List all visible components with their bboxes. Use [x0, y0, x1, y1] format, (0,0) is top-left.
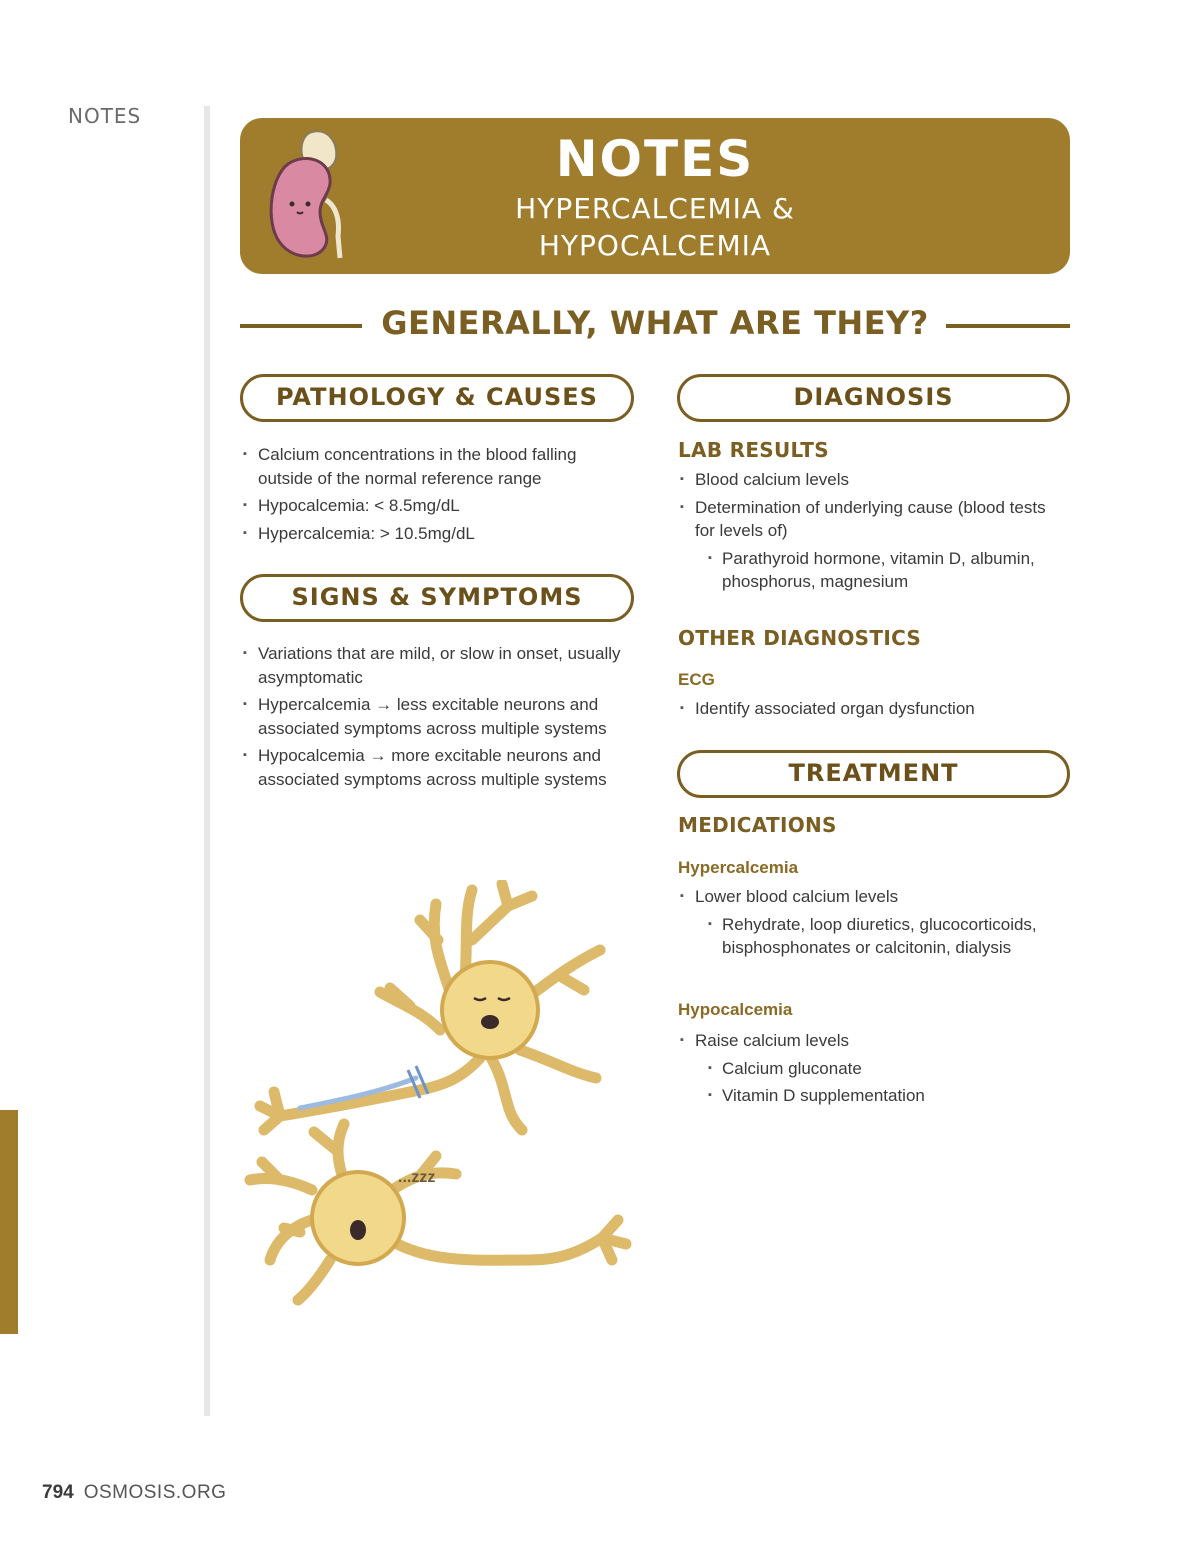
list-item: ▪ Blood calcium levels	[679, 468, 1064, 492]
banner-subtitle-line2: HYPOCALCEMIA	[538, 229, 772, 262]
list-item: ▪ Identify associated organ dysfunction	[679, 697, 1064, 721]
list-item: ▪ Determination of underlying cause (blood tests for levels of)	[679, 496, 1064, 543]
list-sub-item: ▪ Parathyroid hormone, vitamin D, albumin, phosphorus, magnesium	[679, 547, 1064, 594]
list-item: ▪ Raise calcium levels	[679, 1029, 1064, 1053]
banner-subtitle-line1: HYPERCALCEMIA &	[515, 192, 795, 225]
list-item: ▪ Hypercalcemia → less excitable neurons and associated symptoms across multiple systems	[242, 693, 626, 740]
hypocalcemia-treatment-list	[679, 1029, 1064, 1112]
margin-rule	[204, 106, 210, 1416]
page-number: 794	[42, 1482, 74, 1503]
section-heading-text: GENERALLY, WHAT ARE THEY?	[381, 304, 929, 342]
sleep-text: ...zzz	[398, 1169, 436, 1186]
diagnosis-heading: DIAGNOSIS	[793, 383, 954, 411]
pathology-heading-pill	[240, 374, 634, 422]
other-diagnostics-list	[679, 697, 1064, 725]
list-sub-item: ▪ Calcium gluconate	[679, 1057, 1064, 1081]
signs-heading: SIGNS & SYMPTOMS	[291, 583, 583, 611]
list-item: ▪ Hypocalcemia → more excitable neurons and associated symptoms across multiple systems	[242, 744, 626, 791]
pathology-list	[242, 443, 632, 549]
medications-heading: MEDICATIONS	[678, 813, 837, 837]
side-color-tab	[0, 1110, 18, 1334]
list-item: ▪ Calcium concentrations in the blood falling outside of the normal reference range	[242, 443, 632, 490]
page-footer	[42, 1482, 226, 1504]
other-diagnostics-heading: OTHER DIAGNOSTICS	[678, 626, 922, 650]
signs-list	[242, 642, 626, 795]
section-heading	[240, 304, 1070, 350]
pathology-heading: PATHOLOGY & CAUSES	[276, 383, 598, 411]
hypercalcemia-label: Hypercalcemia	[678, 858, 799, 877]
side-notes-label: NOTES	[68, 104, 142, 128]
treatment-heading-pill	[677, 750, 1070, 798]
list-item: ▪ Lower blood calcium levels	[679, 885, 1064, 909]
list-sub-item: ▪ Vitamin D supplementation	[679, 1084, 1064, 1108]
neuron-illustration	[240, 880, 640, 1320]
ecg-label: ECG	[678, 670, 715, 689]
signs-heading-pill	[240, 574, 634, 622]
list-item: ▪ Variations that are mild, or slow in onset, usually asymptomatic	[242, 642, 626, 689]
list-item: ▪ Hypocalcemia: < 8.5mg/dL	[242, 494, 632, 518]
title-banner	[240, 118, 1070, 274]
hypocalcemia-label: Hypocalcemia	[678, 1000, 793, 1019]
lab-results-list	[679, 468, 1064, 598]
treatment-heading: TREATMENT	[788, 759, 959, 787]
lab-results-heading: LAB RESULTS	[678, 438, 829, 462]
site-name: OSMOSIS.ORG	[83, 1482, 227, 1503]
hypercalcemia-treatment-list	[679, 885, 1064, 964]
banner-subtitle	[240, 190, 1070, 264]
list-item: ▪ Hypercalcemia: > 10.5mg/dL	[242, 522, 632, 546]
diagnosis-heading-pill	[677, 374, 1070, 422]
banner-title: NOTES	[555, 130, 755, 188]
list-sub-item: ▪ Rehydrate, loop diuretics, glucocorticoids, bisphosphonates or calcitonin, dialysis	[679, 913, 1064, 960]
